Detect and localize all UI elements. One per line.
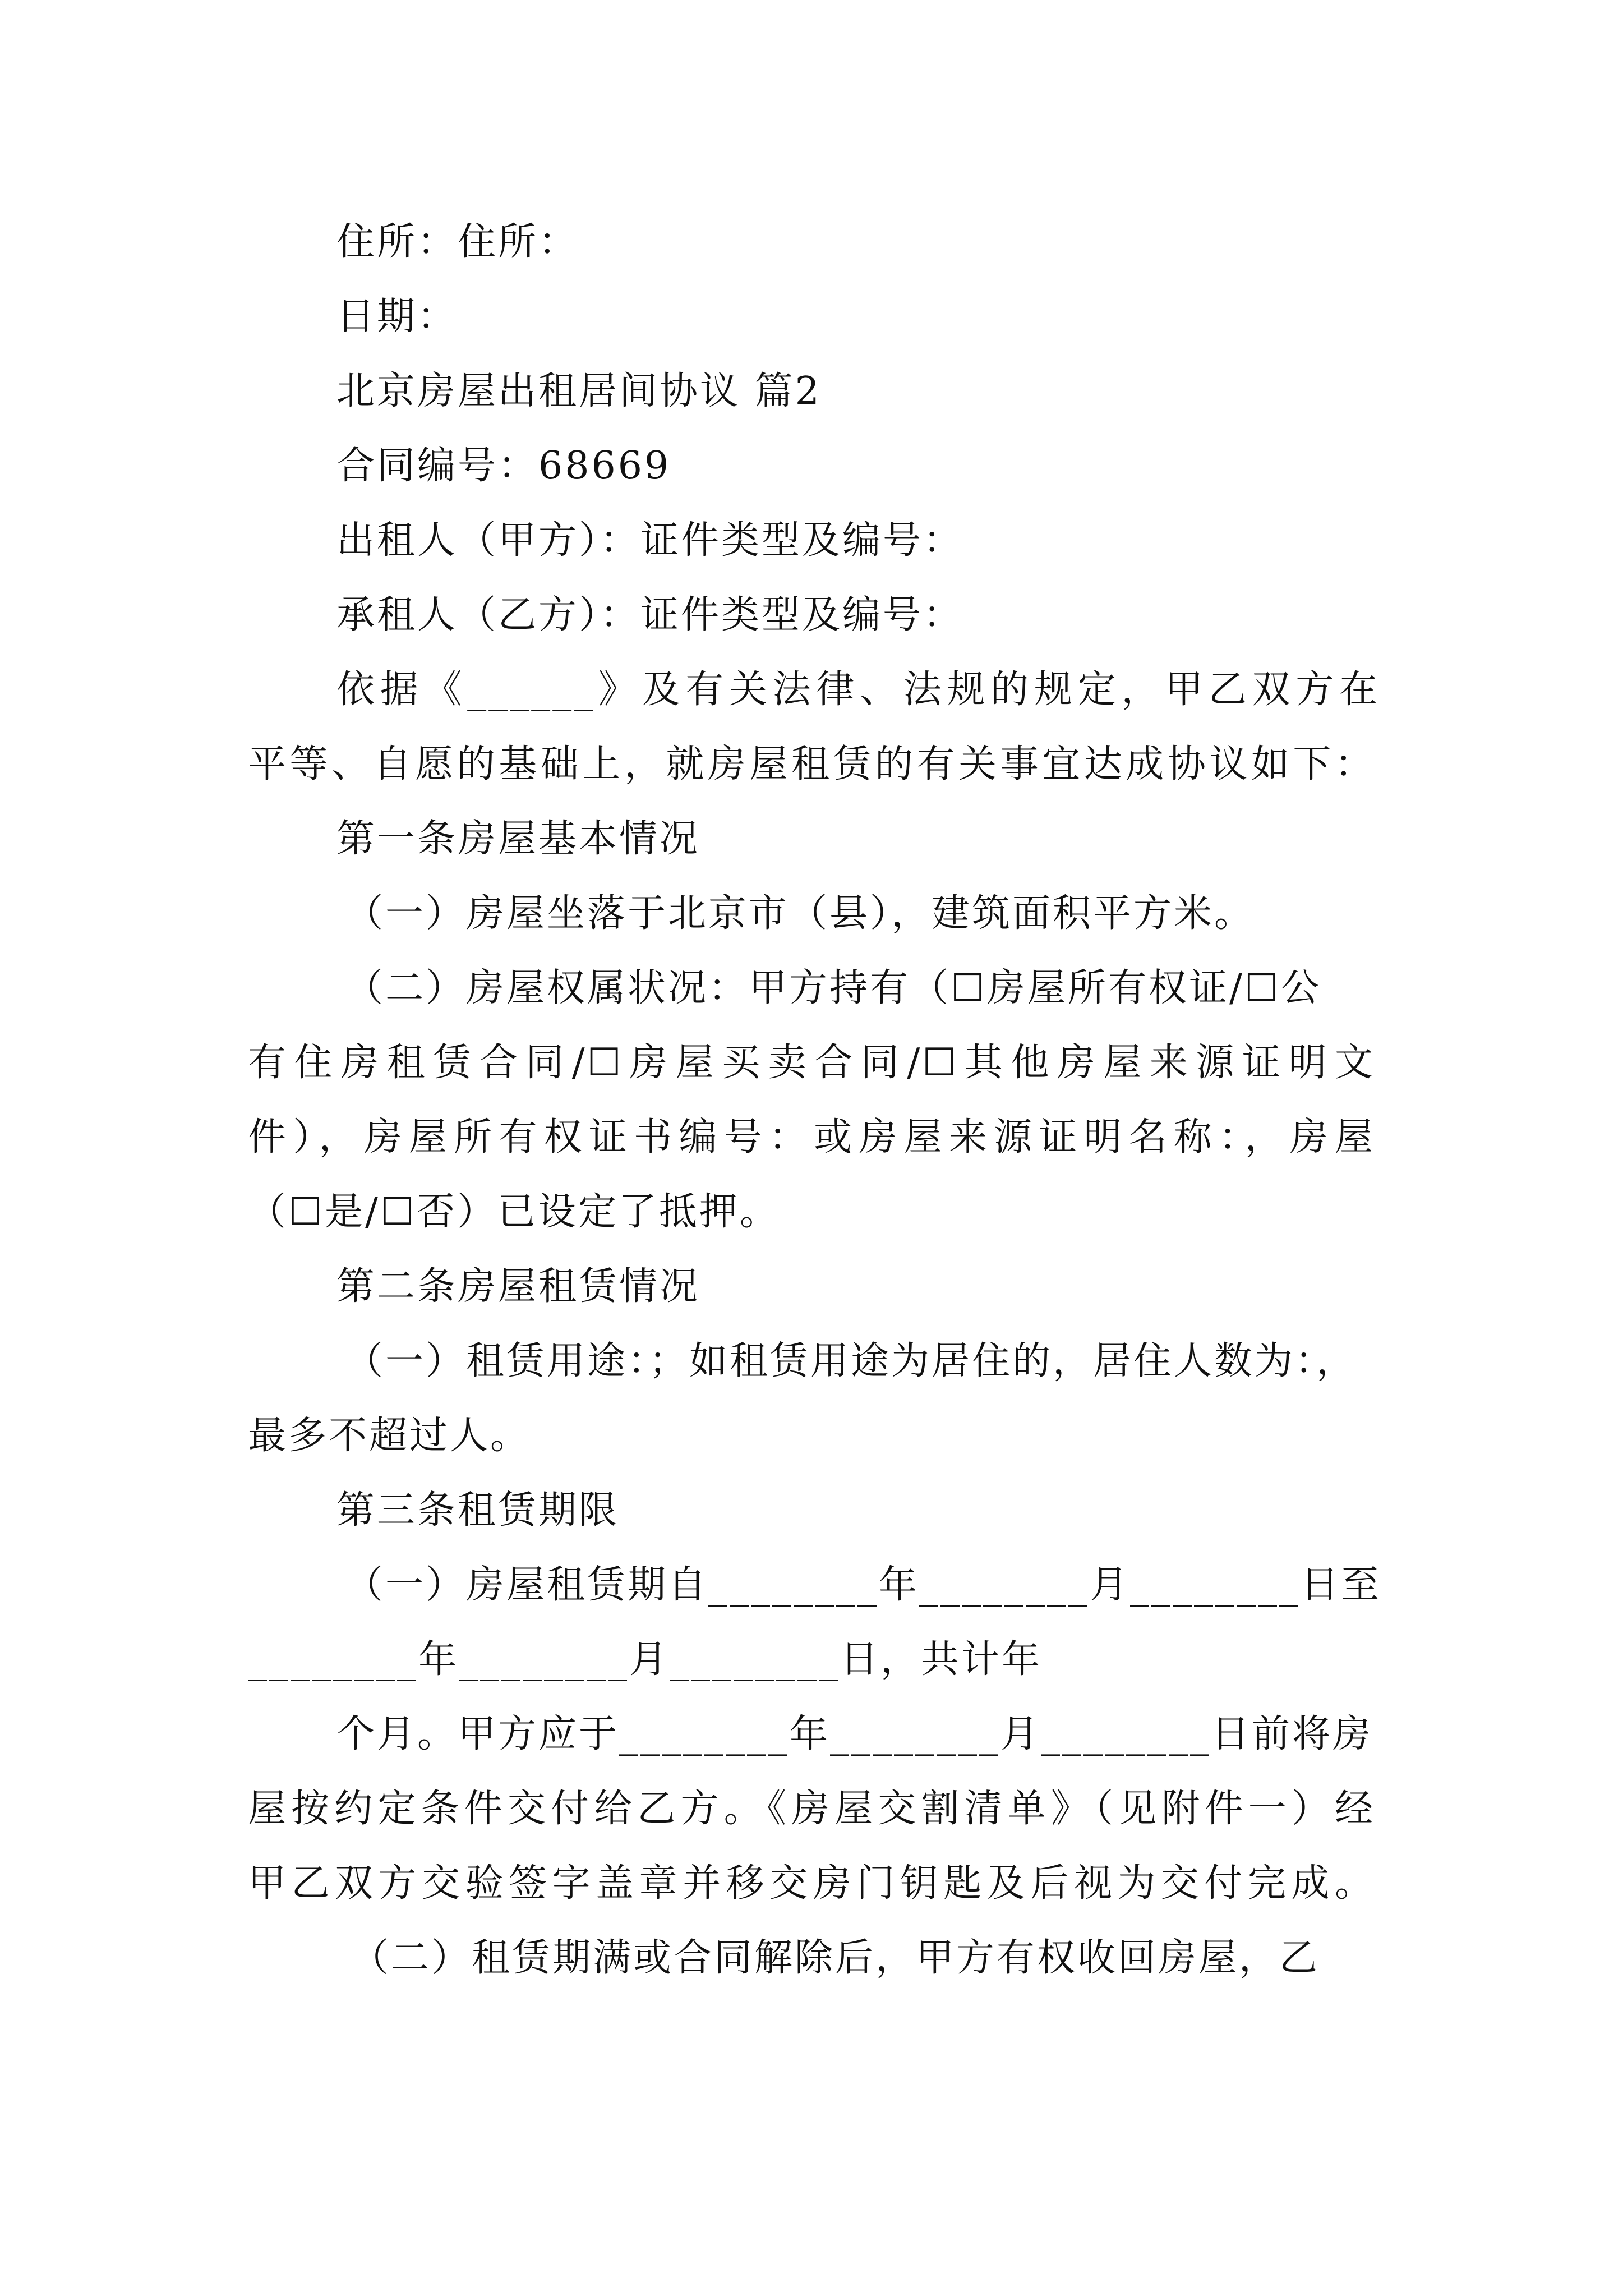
article-heading: 第三条租赁期限 [336,1488,620,1533]
paragraph-line: 件），房屋所有权证书编号：或房屋来源证明名称：，房屋 [248,1115,1375,1159]
paragraph-line: （☐是/☐否）已设定了抵押。 [248,1190,780,1234]
paragraph-line: （一）房屋坐落于北京市（县），建筑面积平方米。 [345,891,1255,936]
paragraph-line: （二）租赁期满或合同解除后，甲方有权收回房屋，乙 [351,1936,1320,1980]
article-heading: 第二条房屋租赁情况 [336,1264,700,1309]
paragraph-line: 依据《______》及有关法律、法规的规定，甲乙双方在 [336,668,1380,712]
paragraph-line: 屋按约定条件交付给乙方。《房屋交割清单》（见附件一）经 [248,1787,1375,1831]
paragraph-line: （一）房屋租赁期自________年________月________日至 [345,1563,1382,1607]
contract-number: 合同编号：68669 [336,444,671,488]
paragraph-line: （一）租赁用途：；如租赁用途为居住的，居住人数为：， [345,1339,1357,1383]
paragraph-line: 平等、自愿的基础上，就房屋租赁的有关事宜达成协议如下： [248,742,1375,786]
paragraph-line: 有住房租赁合同/☐房屋买卖合同/☐其他房屋来源证明文 [248,1041,1375,1085]
lessor-line: 出租人（甲方）：证件类型及编号： [336,518,964,563]
paragraph-line: ________年________月________日，共计年 [248,1637,1043,1682]
date-line: 日期： [336,295,458,339]
paragraph-line: （二）房屋权属状况：甲方持有（☐房屋所有权证/☐公 [345,966,1321,1010]
article-heading: 第一条房屋基本情况 [336,817,700,861]
paragraph-line: 甲乙双方交验签字盖章并移交房门钥匙及后视为交付完成。 [248,1861,1375,1906]
address-line: 住所：住所： [336,220,579,264]
paragraph-line: 个月。甲方应于________年________月________日前将房 [336,1712,1373,1756]
section-title: 北京房屋出租居间协议 篇2 [336,369,822,413]
lessee-line: 承租人（乙方）：证件类型及编号： [336,593,964,637]
paragraph-line: 最多不超过人。 [248,1414,531,1458]
